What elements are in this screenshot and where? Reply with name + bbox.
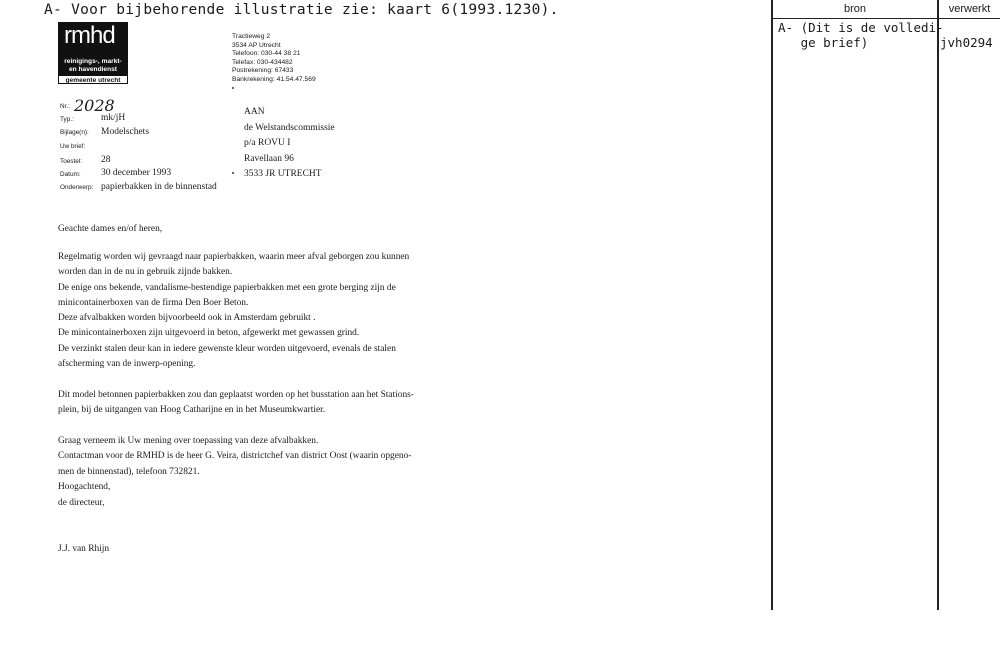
verwerkt-cell: jvh0294 — [940, 35, 993, 50]
body-line: Regelmatig worden wij gevraagd naar papierbakken, waarin meer afval geborgen zou kunnen — [58, 252, 410, 262]
salutation: Geachte dames en/of heren, — [58, 224, 163, 234]
uw-brief-label: Uw brief: — [60, 143, 86, 150]
recipient-line: Ravellaan 96 — [244, 153, 294, 164]
onderwerp-label: Onderwerp: — [60, 184, 94, 191]
body-line: Deze afvalbakken worden bijvoorbeeld ook in Amsterdam gebruikt . — [58, 313, 316, 323]
recipient-line: 3533 JR UTRECHT — [244, 169, 322, 180]
body-line: men de binnenstad), telefoon 732821. — [58, 467, 200, 477]
body-line: minicontainerboxen van de firma Den Boer Beton. — [58, 298, 249, 308]
recipient-line: p/a ROVU I — [244, 138, 291, 149]
logo-word: rmhd — [64, 22, 115, 49]
datum-label: Datum: — [60, 171, 81, 178]
address-line: Bankrekening: 41.54.47.569 — [232, 75, 316, 83]
header-note: A- Voor bijbehorende illustratie zie: kaart 6(1993.1230). — [44, 2, 559, 18]
address-line: 3534 AP Utrecht — [232, 41, 281, 49]
bijlagen-value: Modelschets — [101, 127, 150, 137]
address-line: Telefax: 030-434482 — [232, 58, 293, 66]
body-line: afscherming van de inwerp-opening. — [58, 359, 196, 369]
logo-subtitle-line: reinigings-, markt- — [64, 58, 122, 65]
address-line: Tractieweg 2 — [232, 33, 271, 40]
table-border-middle — [937, 0, 939, 610]
datum-value: 30 december 1993 — [101, 168, 172, 178]
logo-bottom-text: gemeente utrecht — [58, 75, 128, 84]
toestel-label: Toestel: — [60, 158, 83, 165]
typ-label: Typ.: — [60, 116, 74, 123]
rmhd-logo — [58, 22, 128, 84]
body-line: de directeur, — [58, 498, 105, 508]
body-line: Contactman voor de RMHD is de heer G. Veira, districtchef van district Oost (waarin opgeno- — [58, 451, 412, 461]
body-line: plein, bij de uitgangen van Hoog Catharijne en in het Museumkwartier. — [58, 405, 326, 415]
address-line: Telefoon: 030-44 38 21 — [232, 50, 301, 58]
bijlagen-label: Bijlage(n): — [60, 129, 89, 136]
typ-value: mk/jH — [101, 113, 126, 123]
body-line: De enige ons bekende, vandalisme-bestendige papierbakken met een grote berging zijn de — [58, 283, 396, 293]
table-border-left — [771, 0, 773, 610]
fold-mark — [232, 172, 234, 174]
nr-label: Nr.: — [60, 103, 70, 110]
signature: J.J. van Rhijn — [58, 544, 110, 554]
column-header-bron: bron — [843, 3, 867, 15]
logo-subtitle-line: en havendienst — [68, 65, 117, 73]
body-line: Graag verneem ik Uw mening over toepassing van deze afvalbakken. — [58, 436, 319, 446]
onderwerp-value: papierbakken in de binnenstad — [101, 182, 217, 192]
body-line: De minicontainerboxen zijn uitgevoerd in beton, afgewerkt met gewassen grind. — [58, 328, 360, 338]
toestel-value: 28 — [101, 155, 111, 165]
recipient-line: AAN — [244, 107, 265, 117]
body-line: Dit model betonnen papierbakken zou dan geplaatst worden op het busstation aan het Stations- — [58, 390, 414, 400]
body-line: De verzinkt stalen deur kan in iedere gewenste kleur worden uitgevoerd, evenals de stalen — [58, 344, 396, 354]
nr-value: 2028 — [74, 96, 115, 115]
recipient-line: de Welstandscommissie — [244, 122, 335, 133]
bron-cell: A- (Dit is de volledi- ge brief) — [778, 20, 944, 50]
logo-subtitle — [58, 58, 128, 73]
recipient-address — [244, 105, 335, 183]
fold-mark — [232, 87, 234, 89]
body-line: Hoogachtend, — [58, 482, 111, 492]
address-line: Postrekening: 67433 — [232, 67, 294, 75]
column-header-verwerkt: verwerkt — [948, 3, 991, 15]
sender-address — [232, 33, 316, 85]
table-header-rule — [771, 18, 1000, 19]
body-line: worden dan in de nu in gebruik zijnde bakken. — [58, 267, 233, 277]
